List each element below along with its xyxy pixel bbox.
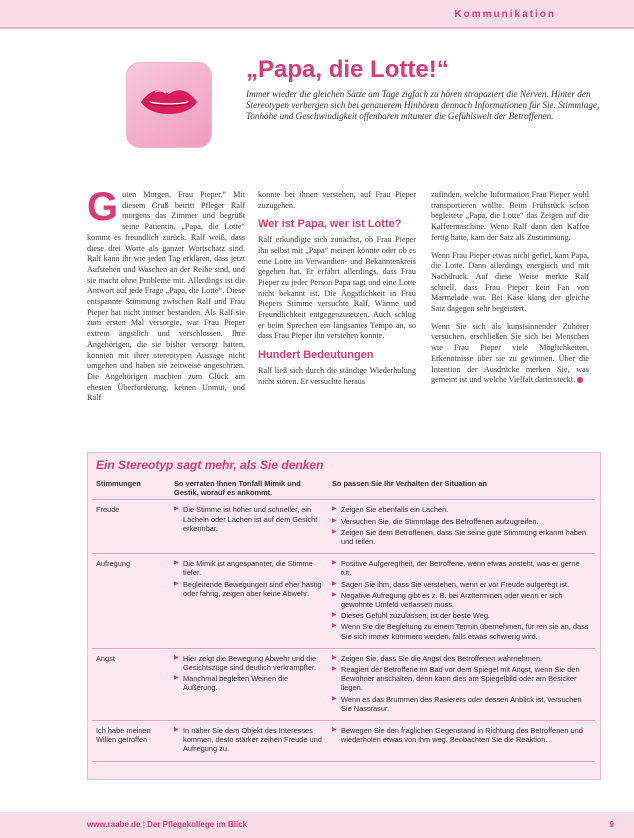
- paragraph: Ralf ließ sich durch die ständige Wiederholung nicht stören. Er versuchte heraus: [258, 365, 416, 386]
- table-row: [92, 500, 595, 554]
- lips-icon-tile: [126, 62, 212, 148]
- article-lead: Immer wieder die gleichen Sätze am Tage zigfach zu hören strapaziert die Nerven. Hinter den Stereotypen verbergen sich bei genauerem Hinhören dennoch Informationen für Sie. Stimmlage, Tonhöhe und Geschwindigkeit offenbaren mitunter die Gefühlswelt der Betroffenen.: [246, 89, 600, 121]
- list-item: ▶ Wenn es das Brummen des Rasierers oder dessen Anblick ist, versuchen Sie Nassrasur.: [332, 695, 591, 713]
- mood-cell: Freude: [92, 500, 170, 554]
- footer-journal: Der Pflegekollege im Blick: [147, 820, 248, 829]
- stereotype-table: [92, 477, 595, 762]
- list-item: ▶ Positive Aufgeregtheit, der Betroffene, wenn etwas ansteht, was er gerne tut.: [332, 559, 591, 577]
- actions-list: [332, 559, 591, 641]
- column-header: Stimmungen: [92, 477, 170, 500]
- info-box-title: Ein Stereotyp sagt mehr, als Sie denken: [96, 458, 324, 472]
- mood-cell: Aufregung: [92, 554, 170, 649]
- actions-cell: [328, 721, 595, 762]
- drop-cap: G: [87, 185, 119, 229]
- paragraph: Ralf erkundigte sich zunächst, ob Frau Pieper ihn selbst mit „Papa“ meinen könnte oder ob es eine Lotte im Verwandten- und Bekanntenkreis gegeben hat. Er erfährt allerdings, dass Frau Pieper zu jeder Person Papa sagt und eine Lotte nicht bekannt ist. Die Ängstlichkeit in Frau Piepers Stimme versuchte Ralf, Wärme und Freundlichkeit entgegenzusetzen. Auch schlug er beim Sprechen ein langsames Tempo an, so dass Frau Pieper ihn verstehen konnte.: [258, 235, 416, 341]
- list-item: ▶ In näher Sie dem Objekt des Interesses kommen, desto stärker zeihen Freude und Aufregung zu.: [174, 726, 324, 754]
- table-row: [92, 721, 595, 762]
- table-row: [92, 648, 595, 720]
- list-item: ▶ Bewegen Sie den fraglichen Gegenstand in Richtung des Betroffenen und wiederholen etwas von ihm weg. Beobachten Sie die Reaktion.: [332, 726, 591, 744]
- column-header: So verraten Ihnen Tonfall Mimik und Gestik, worauf es ankommt.: [170, 477, 328, 500]
- header-band: [0, 0, 634, 28]
- footer-text: www.raabe.de | Der Pflegekollege im Blick: [87, 820, 248, 829]
- text-column-2: [258, 190, 416, 394]
- list-item: ▶ Hier zeigt die Bewegung Abwehr und die Gesichtszüge sind deutlich verkrampfter.: [174, 654, 324, 672]
- list-item: ▶ Reagiert der Betroffene im Bad vor dem Spiegel mit Angst, wenn Sie den Bewohner anschalten, denn kann dies am Spiegelbild oder am Besicker liegen.: [332, 665, 591, 693]
- paragraph: zufinden, welche Information Frau Pieper wohl transportieren wollte. Beim Frühstück schon begleitete „Papa, die Lotte“ das Zeigen auf die Kaffeemaschine. Wenn Ralf dann den Kaffee fertig hatte, kam der Satz als Zustimmung.: [431, 190, 589, 242]
- signals-list: [174, 654, 324, 693]
- paragraph: Wenn Frau Pieper etwas nicht gefiel, kam Papa, die Lotte. Dann allerdings energisch und mit Nachdruck. Auf diese Weise merkte Ralf schnell, dass Frau Pieper kein Fan von Marmelade war. Bei Käse klang der gleiche Satz dagegen sehr begeistert.: [431, 250, 589, 314]
- actions-cell: [328, 500, 595, 554]
- signals-cell: [170, 648, 328, 720]
- subheading: Wer ist Papa, wer ist Lotte?: [258, 218, 402, 231]
- lips-icon: [139, 84, 199, 124]
- list-item: ▶ Zeigen Sie dem Betroffenen, dass Sie seine gute Stimmung erkannt haben und teilen.: [332, 528, 591, 546]
- table-row: [92, 554, 595, 649]
- footer-url[interactable]: www.raabe.de: [87, 820, 141, 829]
- paragraph: [431, 322, 589, 386]
- list-item: ▶ Die Stimme ist höher und schneller, ein Lächeln oder Lachen ist auf dem Gesicht erkennbar.: [174, 505, 324, 533]
- list-item: ▶ Manchmal begleiten Weinen die Äußerung.: [174, 674, 324, 692]
- actions-cell: [328, 554, 595, 649]
- article-title: „Papa, die Lotte!“: [246, 56, 449, 83]
- list-item: ▶ Die Mimik ist angespannter, die Stimme tiefer.: [174, 559, 324, 577]
- list-item: ▶ Sagen Sie ihm, dass Sie verstehen, wenn er vor Freude aufgeregt ist.: [332, 580, 591, 589]
- list-item: ▶ Zeigen Sie, dass Sie die Angst des Betroffenen wahrnehmen.: [332, 654, 591, 663]
- signals-cell: [170, 721, 328, 762]
- mood-cell: Ich habe meinen Willen getroffen: [92, 721, 170, 762]
- list-item: ▶ Negative Aufregung gibt es z. B. bei Arztterminen oder wenn er sich gewohnte Umfeld verlassen muss.: [332, 591, 591, 609]
- list-item: ▶ Dieses Gefühl zuzulassen, ist der beste Weg.: [332, 611, 591, 620]
- actions-list: [332, 726, 591, 744]
- paragraph: konnte bei ihnen verstehen, auf Frau Pieper zuzugehen.: [258, 190, 416, 210]
- actions-cell: [328, 648, 595, 720]
- text-column-1: [87, 185, 245, 411]
- signals-list: [174, 726, 324, 754]
- signals-list: [174, 505, 324, 533]
- footer-band: [0, 812, 634, 838]
- header-divider: [0, 27, 634, 29]
- paragraph-text: Wenn Sie sich als kunstsinnender Zuhörer versuchen, erschließen Sie sich bei Menschen wie Frau Pieper viele Möglichkeiten, Erkenntnisse über sie zu gewinnen. Über die Intention der Ausdrücke merken Sie, was gemeint ist und welche Vielfalt darin steckt.: [431, 321, 589, 385]
- info-box: [87, 452, 601, 780]
- list-item: ▶ Wenn Sie die Begleitung zu einem Termin übernehmen, für ren sie an, dass Sie sich immer kümmern werden, falls etwas schwierig wird.: [332, 622, 591, 640]
- actions-list: [332, 654, 591, 713]
- actions-list: [332, 505, 591, 546]
- signals-cell: [170, 554, 328, 649]
- list-item: ▶ Zeigen Sie ebenfalls ein Lachen.: [332, 505, 591, 514]
- list-item: ▶ Versuchen Sie, die Stimmlage des Betroffenen aufzugreifen.: [332, 517, 591, 526]
- list-item: ▶ Begleitende Bewegungen sind eher hastig oder fahrig, zeigen aber keine Abwehr.: [174, 580, 324, 598]
- end-mark-icon: [577, 377, 583, 383]
- subheading: Hundert Bedeutungen: [258, 349, 374, 362]
- table-header-row: [92, 477, 595, 500]
- page-number: 9: [609, 820, 614, 829]
- signals-list: [174, 559, 324, 598]
- signals-cell: [170, 500, 328, 554]
- paragraph: uten Morgen, Frau Pieper.“ Mit diesem Gruß betritt Pfleger Ralf morgens das Zimmer und begrüßt seine Patientin. „Papa, die Lotte“ kommt es freundlich zurück. Ralf weiß, dass diese drei Worte als ganzer Wortschatz sind. Ralf kann ihr wie jeden Tag erklären, dass jetzt Aufstehen und Waschen an der Reihe sind, und sie macht ohne Probleme mit. Allerdings ist die Antwort auf jede Frage „Papa, die Lotte“. Diese entspannte Stimmung zwischen Ralf und Frau Pieper hat nicht immer bestanden. Als Ralf sie zum ersten Mal versorgte, war Frau Pieper extrem ängstlich und verschlossen. Ihre Angehörigen, die sie bisher versorgt hatten, konnten mit ihrer stereotypen Aussage nicht umgehen und haben sie zeitweise angeschrien. Die Angehörigen machten zum Glück am ehesten Überforderung, keinen Unmut, und Ralf: [87, 190, 245, 403]
- mood-cell: Angst: [92, 648, 170, 720]
- table-body: [92, 500, 595, 761]
- column-header: So passen Sie Ihr Verhalten der Situation an: [328, 477, 595, 500]
- text-column-3: [431, 190, 589, 393]
- section-label: Kommunikation: [454, 9, 556, 20]
